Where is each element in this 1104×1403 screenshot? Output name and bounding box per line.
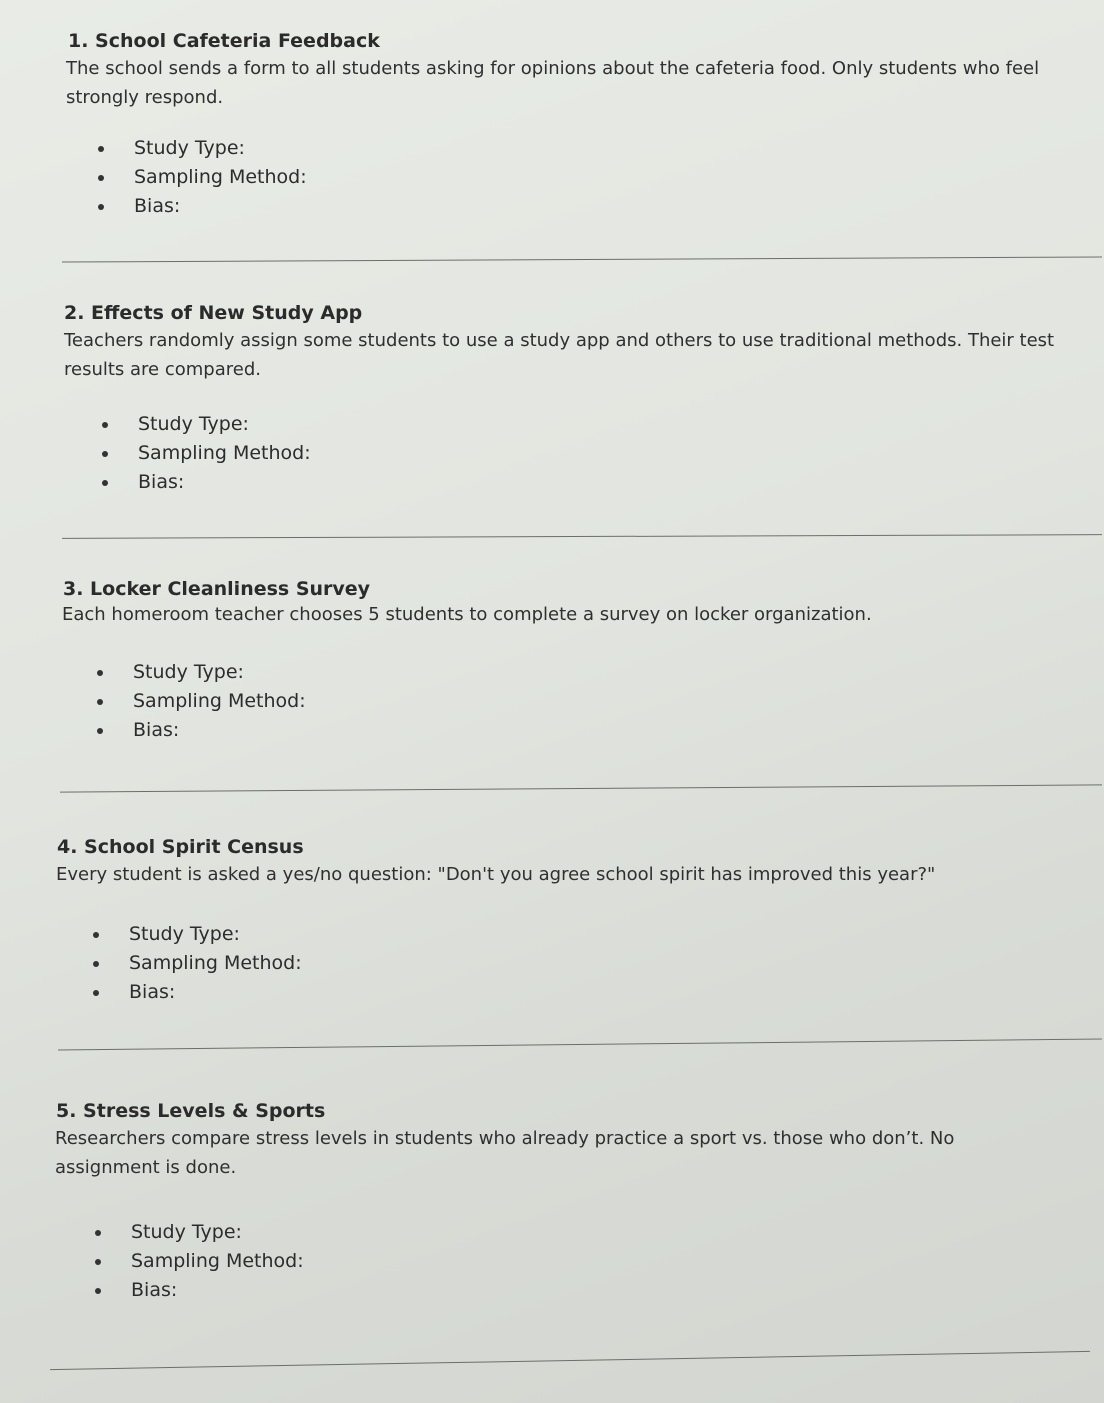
bullet-icon — [95, 1259, 101, 1265]
bullet-icon — [97, 699, 103, 705]
bullet-icon — [98, 204, 104, 210]
bias-field[interactable] — [102, 468, 311, 497]
sampling-method-field[interactable] — [95, 1247, 304, 1276]
answer-fields — [95, 1218, 304, 1305]
sampling-method-field[interactable] — [93, 949, 302, 978]
field-label: Sampling Method: — [131, 1250, 304, 1272]
sampling-method-field[interactable] — [98, 163, 307, 192]
problem-title: 3. Locker Cleanliness Survey — [63, 578, 371, 600]
bias-field[interactable] — [98, 192, 307, 221]
bullet-icon — [93, 932, 99, 938]
study-type-field[interactable] — [98, 134, 307, 163]
problem-description: Every student is asked a yes/no question: "Don't you agree school spirit has improved this year?" — [56, 864, 936, 885]
bias-field[interactable] — [95, 1276, 304, 1305]
field-label: Bias: — [131, 1279, 178, 1301]
field-label: Study Type: — [131, 1221, 242, 1243]
bullet-icon — [102, 451, 108, 457]
sampling-method-field[interactable] — [102, 439, 311, 468]
bullet-icon — [93, 961, 99, 967]
problem-title: 4. School Spirit Census — [57, 836, 304, 858]
divider-line — [60, 784, 1102, 792]
problem-description: Researchers compare stress levels in students who already practice a sport vs. those who don’t. No assignment is done. — [55, 1128, 955, 1178]
divider-line — [50, 1351, 1090, 1370]
divider-line — [62, 256, 1102, 262]
field-label: Study Type: — [133, 661, 244, 683]
field-label: Bias: — [133, 719, 180, 741]
bias-field[interactable] — [97, 716, 306, 745]
field-label: Sampling Method: — [138, 442, 311, 464]
bullet-icon — [97, 728, 103, 734]
bullet-icon — [102, 480, 108, 486]
bullet-icon — [98, 146, 104, 152]
field-label: Bias: — [129, 981, 176, 1003]
bullet-icon — [102, 422, 108, 428]
study-type-field[interactable] — [97, 658, 306, 687]
bias-field[interactable] — [93, 978, 302, 1007]
study-type-field[interactable] — [95, 1218, 304, 1247]
bullet-icon — [93, 990, 99, 996]
problem-title: 5. Stress Levels & Sports — [56, 1100, 326, 1122]
problem-title: 2. Effects of New Study App — [64, 302, 363, 324]
sampling-method-field[interactable] — [97, 687, 306, 716]
problem-description: Teachers randomly assign some students to use a study app and others to use traditional methods. Their test results are compared. — [64, 330, 1055, 380]
problem-title: 1. School Cafeteria Feedback — [68, 30, 380, 52]
study-type-field[interactable] — [102, 410, 311, 439]
bullet-icon — [97, 670, 103, 676]
answer-fields — [98, 134, 307, 221]
field-label: Study Type: — [138, 413, 249, 435]
answer-fields — [102, 410, 311, 497]
field-label: Study Type: — [134, 137, 245, 159]
bullet-icon — [95, 1288, 101, 1294]
bullet-icon — [95, 1230, 101, 1236]
problem-description: The school sends a form to all students asking for opinions about the cafeteria food. Only students who feel strongly respond. — [66, 58, 1040, 108]
answer-fields — [93, 920, 302, 1007]
field-label: Sampling Method: — [129, 952, 302, 974]
field-label: Bias: — [138, 471, 185, 493]
bullet-icon — [98, 175, 104, 181]
field-label: Sampling Method: — [134, 166, 307, 188]
problem-description: Each homeroom teacher chooses 5 students to complete a survey on locker organization. — [62, 604, 872, 625]
study-type-field[interactable] — [93, 920, 302, 949]
answer-fields — [97, 658, 306, 745]
divider-line — [58, 1039, 1102, 1051]
field-label: Study Type: — [129, 923, 240, 945]
field-label: Sampling Method: — [133, 690, 306, 712]
field-label: Bias: — [134, 195, 181, 217]
divider-line — [62, 534, 1102, 539]
